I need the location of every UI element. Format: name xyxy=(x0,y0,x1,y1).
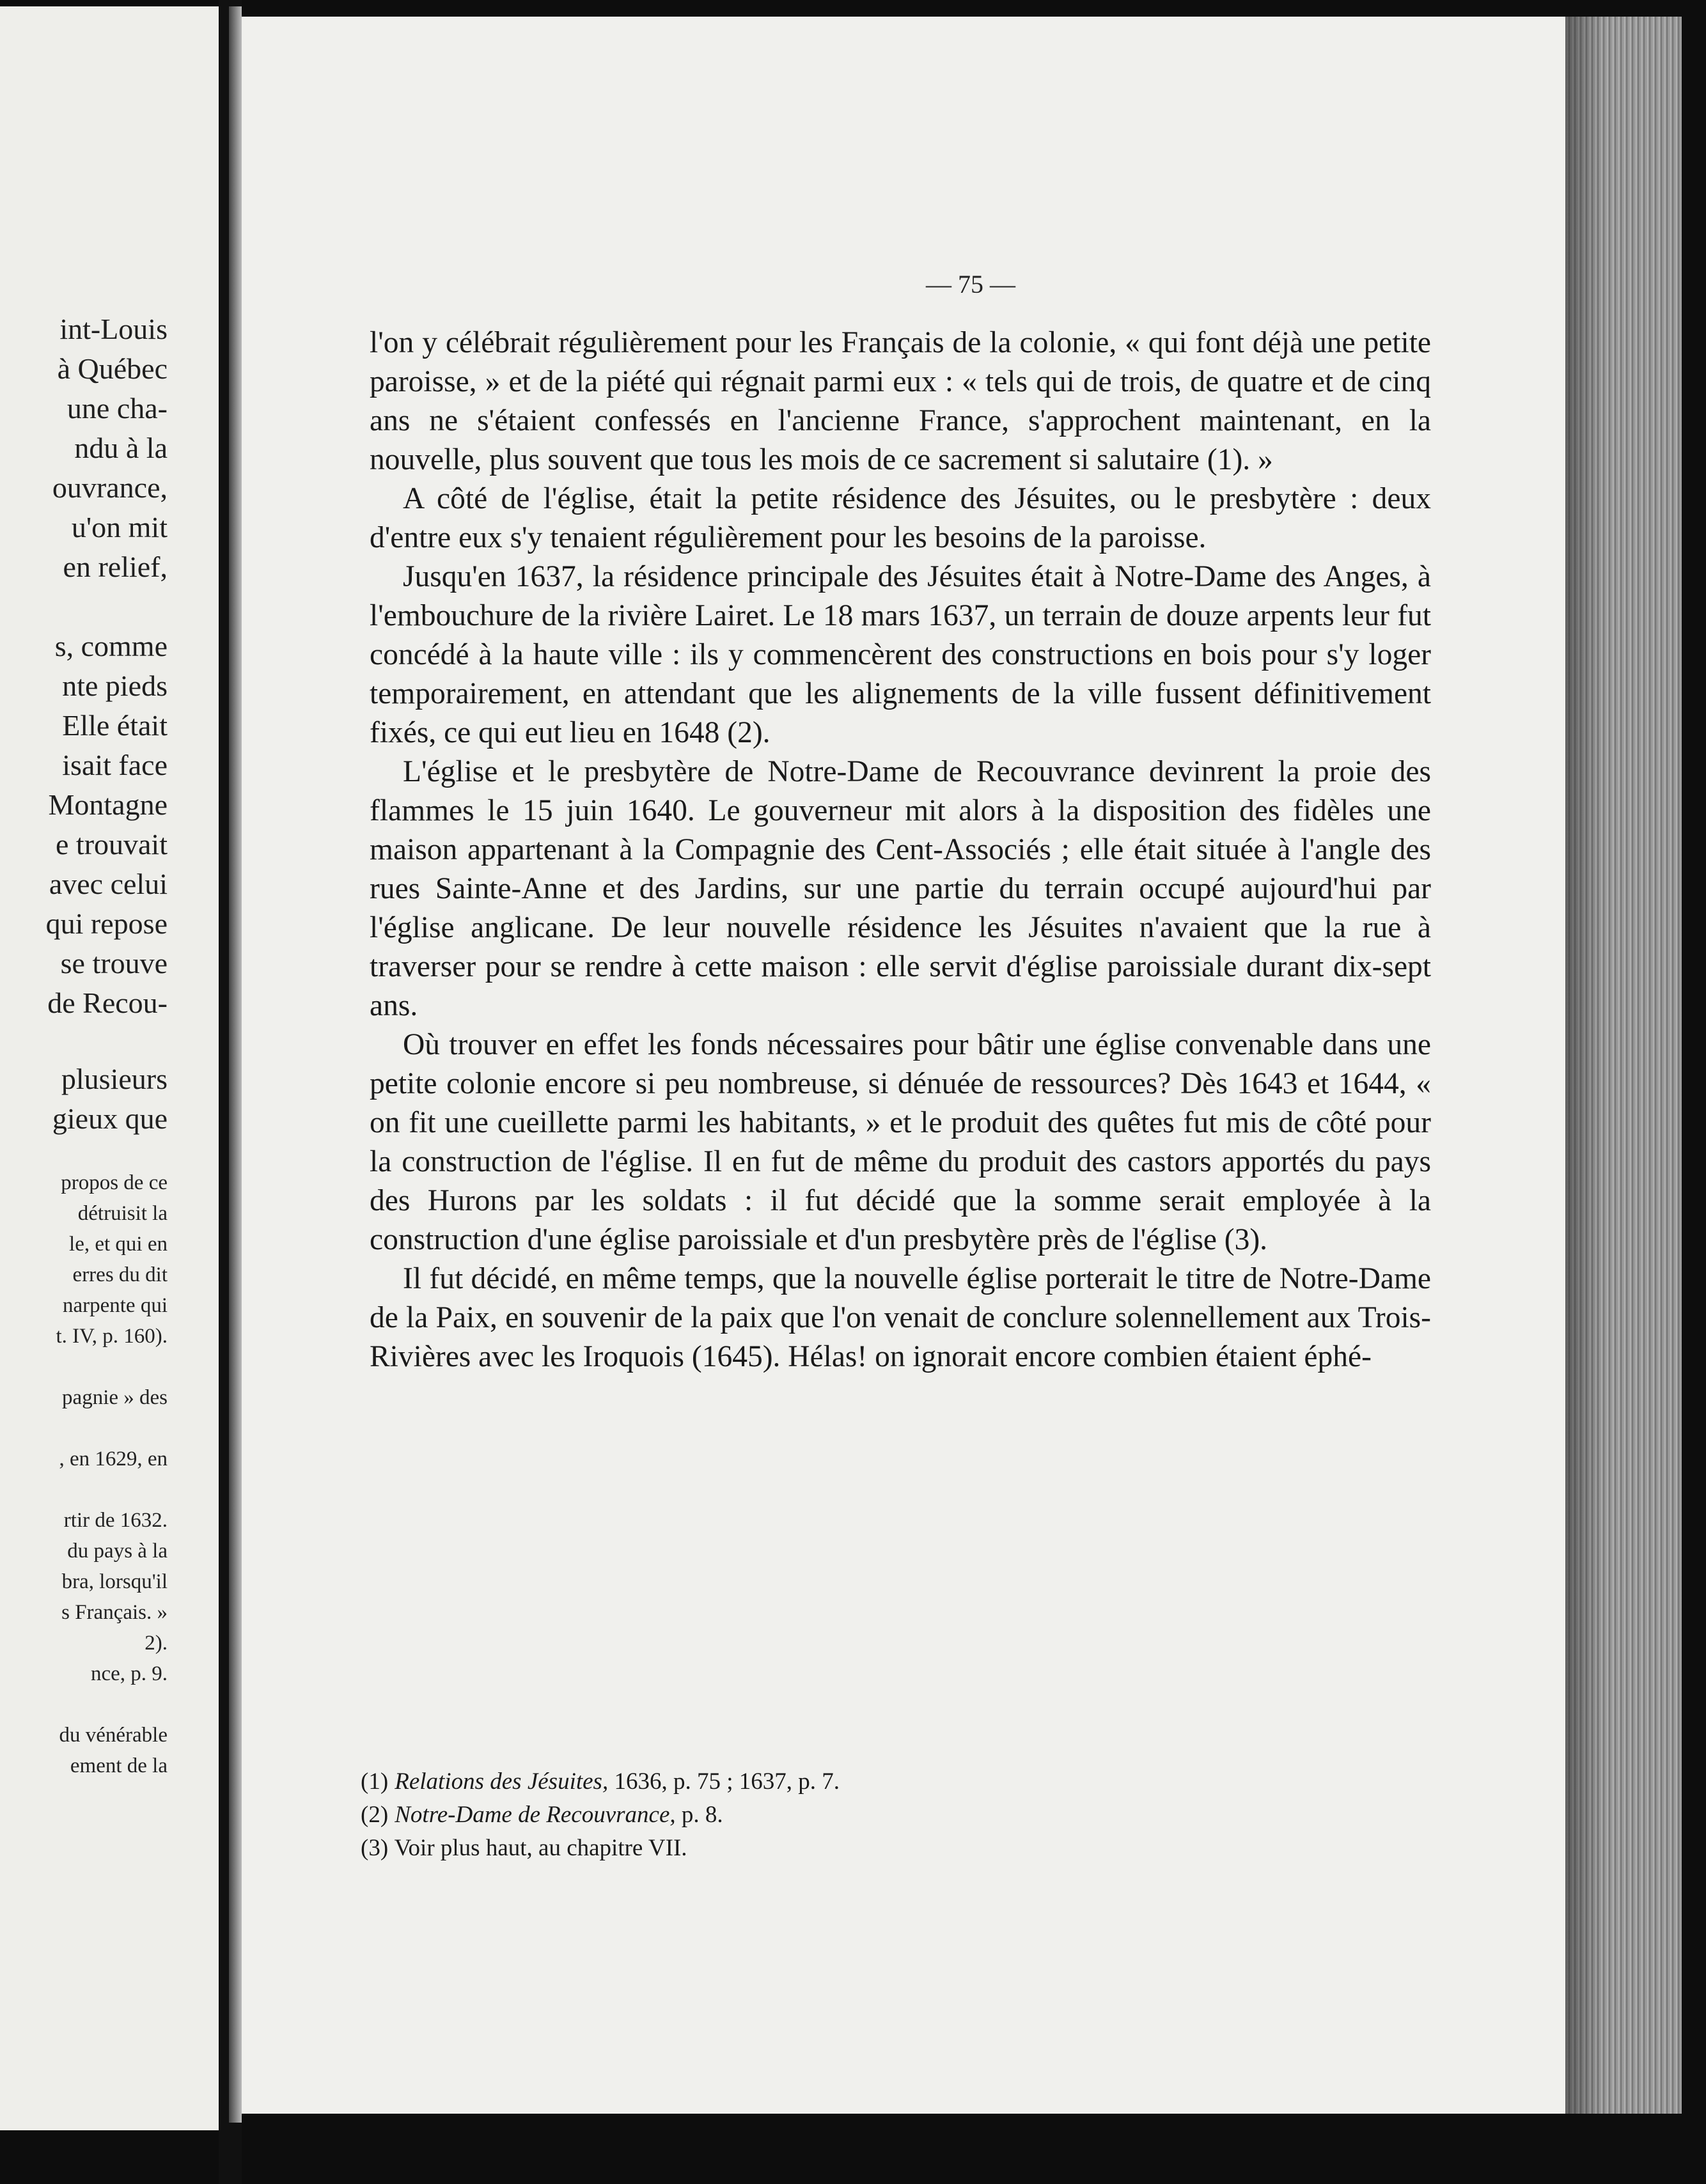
facing-page-line: se trouve xyxy=(60,947,168,979)
footnote xyxy=(361,1798,1256,1832)
facing-page-line: avec celui xyxy=(49,868,168,900)
facing-page-line: Montagne xyxy=(48,788,168,821)
facing-page-line: isait face xyxy=(62,749,168,781)
facing-page-line: gieux que xyxy=(52,1102,168,1135)
paragraph: Il fut décidé, en même temps, que la nouvelle église porterait le titre de Notre-Dame de la Paix, en souvenir de la paix que l'on venait de conclure solennellement aux Trois-Rivières avec les Iroquois (1645). Hélas! on ignorait encore combien étaient éphé- xyxy=(370,1262,1431,1373)
footnote-title: Notre-Dame de Recouvrance, xyxy=(395,1802,676,1828)
gutter-shadow xyxy=(229,6,242,2123)
facing-page-line: Elle était xyxy=(62,709,168,742)
facing-page-note-line: du vénérable xyxy=(59,1724,168,1747)
footnotes xyxy=(361,1765,1256,1865)
facing-page-line: e trouvait xyxy=(56,828,168,861)
paragraph: L'église et le presbytère de Notre-Dame de Recouvrance devinrent la proie des flammes le 15 juin 1640. Le gouverneur mit alors à la disposition des fidèles une maison appartenant à la Compagnie des Cent-Associés ; elle était située à l'angle des rues Sainte-Anne et des Jardins, sur une partie du terrain occupé aujourd'hui par l'église anglicane. De leur nouvelle résidence les Jésuites n'avaient que la rue à traverser pour se rendre à cette maison : elle servit d'église paroissiale durant dix-sept ans. xyxy=(370,755,1431,1022)
facing-page-line: ouvrance, xyxy=(52,471,168,504)
facing-page xyxy=(0,6,219,2130)
facing-page-note-line: s Français. » xyxy=(61,1601,168,1624)
footnote-number: (1) xyxy=(361,1768,389,1795)
facing-page-line: de Recou- xyxy=(47,987,168,1019)
main-page xyxy=(242,17,1565,2114)
facing-page-line: u'on mit xyxy=(71,511,168,543)
facing-page-line: int-Louis xyxy=(59,313,168,345)
facing-page-note-line: détruisit la xyxy=(77,1202,168,1225)
facing-page-line: plusieurs xyxy=(61,1063,168,1095)
page-number: — 75 — xyxy=(926,270,1015,299)
facing-page-note-line: pagnie » des xyxy=(62,1386,168,1409)
facing-page-note-line: 2). xyxy=(145,1632,168,1655)
footnote-text: Voir plus haut, au chapitre VII. xyxy=(394,1835,687,1861)
facing-page-line: s, comme xyxy=(54,630,168,662)
footnote xyxy=(361,1832,1256,1865)
facing-page-note-line: narpente qui xyxy=(62,1294,168,1317)
facing-page-note-line: t. IV, p. 160). xyxy=(56,1325,168,1348)
facing-page-note-line: bra, lorsqu'il xyxy=(61,1570,168,1593)
facing-page-line: une cha- xyxy=(67,392,168,425)
page-edges-shadow xyxy=(1565,17,1604,2114)
footnote-text: 1636, p. 75 ; 1637, p. 7. xyxy=(608,1768,840,1795)
footnote xyxy=(361,1765,1256,1798)
facing-page-line: en relief, xyxy=(63,550,168,583)
facing-page-note-line: erres du dit xyxy=(72,1263,168,1286)
facing-page-line: nte pieds xyxy=(62,669,168,702)
facing-page-note-line: , en 1629, en xyxy=(59,1447,168,1470)
facing-page-note-line: du pays à la xyxy=(67,1540,168,1563)
footnote-text: p. 8. xyxy=(675,1802,723,1828)
facing-page-line: ndu à la xyxy=(74,432,168,464)
footnote-title: Relations des Jésuites, xyxy=(395,1768,609,1795)
facing-page-line: à Québec xyxy=(57,352,168,385)
paragraph: Où trouver en effet les fonds nécessaires pour bâtir une église convenable dans une petite colonie encore si peu nombreuse, si dénuée de ressources? Dès 1643 et 1644, « on fit une cueillette parmi les habitants, » et le produit des quêtes fut mis de côté pour la construction de l'église. Il en fut de même du produit des castors apportés du pays des Hurons par les soldats : il fut décidé que la somme serait employée à la construction d'une église paroissiale et d'un presbytère près de l'église (3). xyxy=(370,1028,1431,1256)
paragraph: A côté de l'église, était la petite résidence des Jésuites, ou le presbytère : deux d'entre eux s'y tenaient régulièrement pour les besoins de la paroisse. xyxy=(370,482,1431,554)
paragraph: l'on y célébrait régulièrement pour les Français de la colonie, « qui font déjà une petite paroisse, » et de la piété qui régnait parmi eux : « tels qui de trois, de quatre et de cinq ans ne s'étaient confessés en l'ancienne France, s'approchent maintenant, en la nouvelle, plus souvent que tous les mois de ce sacrement si salutaire (1). » xyxy=(370,326,1431,476)
footnote-number: (3) xyxy=(361,1835,389,1861)
paragraph: Jusqu'en 1637, la résidence principale des Jésuites était à Notre-Dame des Anges, à l'embouchure de la rivière Lairet. Le 18 mars 1637, un terrain de douze arpents leur fut concédé à la haute ville : ils y commencèrent des constructions en bois pour s'y loger temporairement, en attendant que les alignements de la ville fussent définitivement fixés, ce qui eut lieu en 1648 (2). xyxy=(370,560,1431,749)
facing-page-note-line: le, et qui en xyxy=(69,1233,168,1256)
facing-page-note-line: propos de ce xyxy=(61,1171,168,1194)
facing-page-line: qui repose xyxy=(45,907,168,940)
facing-page-note-line: nce, p. 9. xyxy=(90,1662,168,1685)
body-text xyxy=(370,324,1431,1377)
facing-page-note-line: rtir de 1632. xyxy=(63,1509,168,1532)
footnote-number: (2) xyxy=(361,1802,389,1828)
facing-page-note-line: ement de la xyxy=(70,1754,168,1777)
